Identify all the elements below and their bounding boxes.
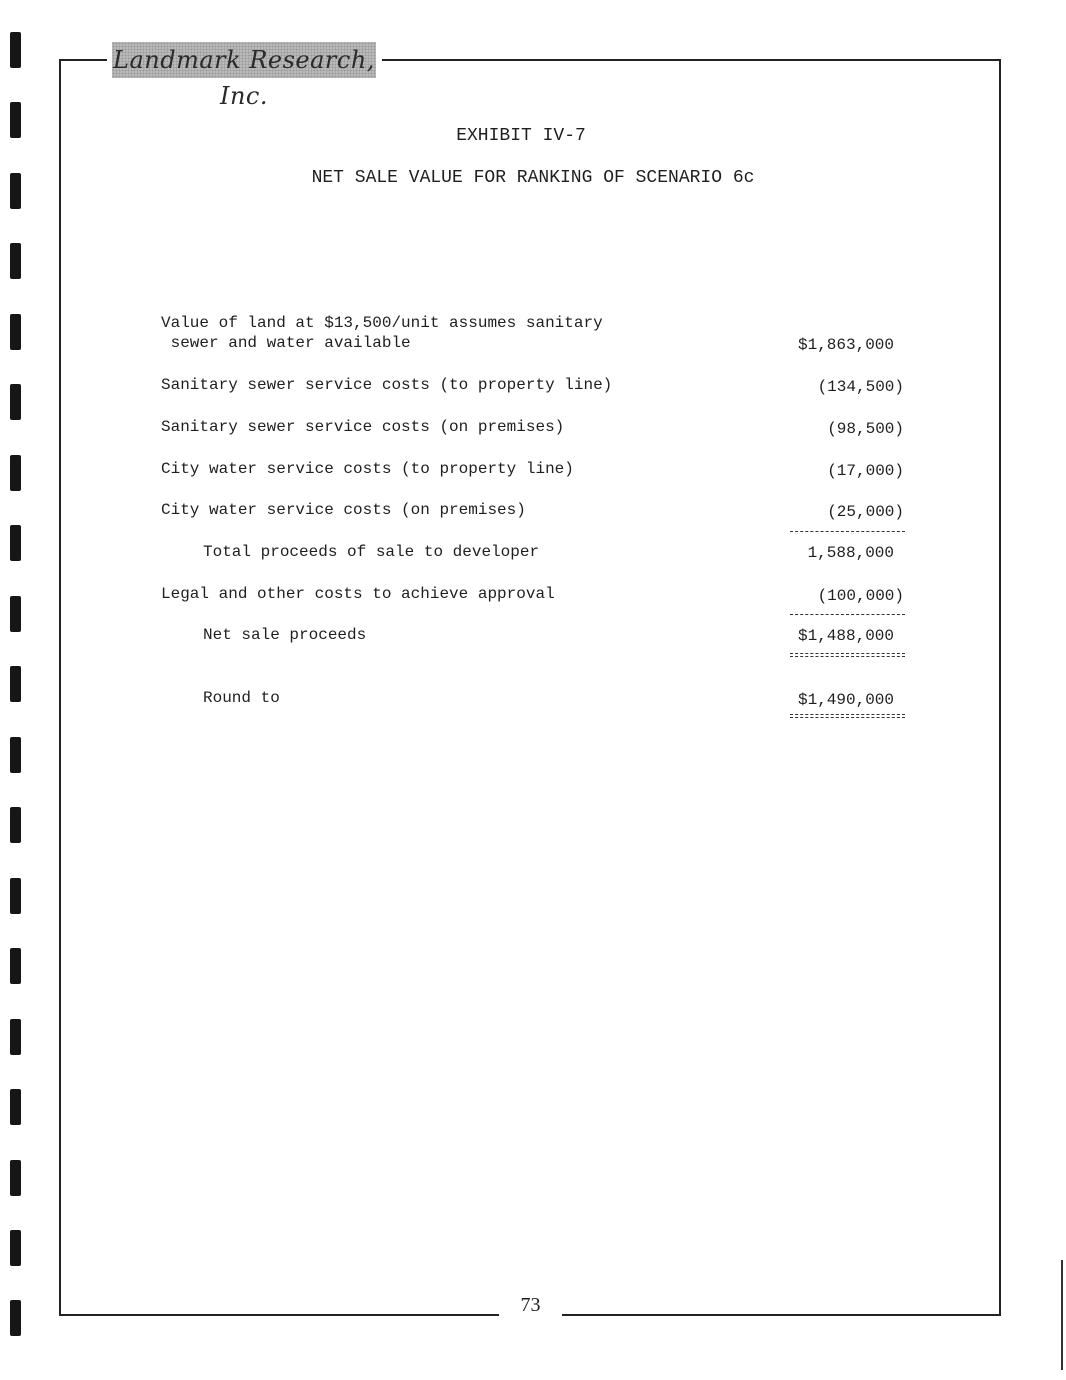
binding-hole <box>10 1230 21 1266</box>
row-value: (98,500) <box>827 420 904 438</box>
company-logo: Landmark Research, Inc. <box>112 42 376 78</box>
binding-hole <box>10 948 21 984</box>
row-value-subtotal: 1,588,000 <box>807 544 894 562</box>
binding-hole <box>10 455 21 491</box>
binding-hole <box>10 878 21 914</box>
binding-hole <box>10 314 21 350</box>
row-label-continued: sewer and water available <box>161 334 411 352</box>
row-label-rounded: Round to <box>203 689 280 707</box>
binding-hole <box>10 596 21 632</box>
row-label: Legal and other costs to achieve approval <box>161 585 555 603</box>
frame-border <box>59 59 61 1316</box>
subtotal-rule <box>790 614 905 615</box>
total-double-rule <box>790 653 905 654</box>
binding-hole <box>10 243 21 279</box>
row-value: $1,863,000 <box>797 336 894 354</box>
row-value: (25,000) <box>827 503 904 521</box>
binding-hole <box>10 737 21 773</box>
page-number: 73 <box>520 1294 541 1316</box>
subtotal-rule <box>790 531 905 532</box>
total-double-rule <box>790 714 905 715</box>
frame-border <box>382 59 1001 61</box>
frame-border <box>562 1314 1001 1316</box>
row-value-total: $1,488,000 <box>797 627 894 645</box>
exhibit-title: EXHIBIT IV-7 <box>456 126 586 146</box>
row-label-subtotal: Total proceeds of sale to developer <box>203 543 540 561</box>
binding-hole <box>10 32 21 68</box>
page-edge <box>1061 1260 1063 1370</box>
binding-hole <box>10 807 21 843</box>
row-label: City water service costs (on premises) <box>161 501 526 519</box>
binding-hole <box>10 1019 21 1055</box>
row-label-total: Net sale proceeds <box>203 626 367 644</box>
binding-hole <box>10 1300 21 1336</box>
binding-hole <box>10 666 21 702</box>
binding-hole <box>10 384 21 420</box>
row-value-rounded: $1,490,000 <box>797 691 894 709</box>
row-label: Value of land at $13,500/unit assumes sanitary <box>161 314 603 332</box>
row-value: (100,000) <box>817 587 904 605</box>
exhibit-subtitle: NET SALE VALUE FOR RANKING OF SCENARIO 6c <box>311 168 755 188</box>
binding-hole <box>10 1160 21 1196</box>
frame-border <box>61 59 107 61</box>
row-value: (134,500) <box>817 378 904 396</box>
frame-border <box>999 59 1001 1316</box>
binding-hole <box>10 1089 21 1125</box>
row-label: Sanitary sewer service costs (to property line) <box>161 376 613 394</box>
row-label: City water service costs (to property line) <box>161 460 574 478</box>
row-value: (17,000) <box>827 462 904 480</box>
row-label: Sanitary sewer service costs (on premises) <box>161 418 565 436</box>
frame-border <box>59 1314 499 1316</box>
binding-hole <box>10 525 21 561</box>
